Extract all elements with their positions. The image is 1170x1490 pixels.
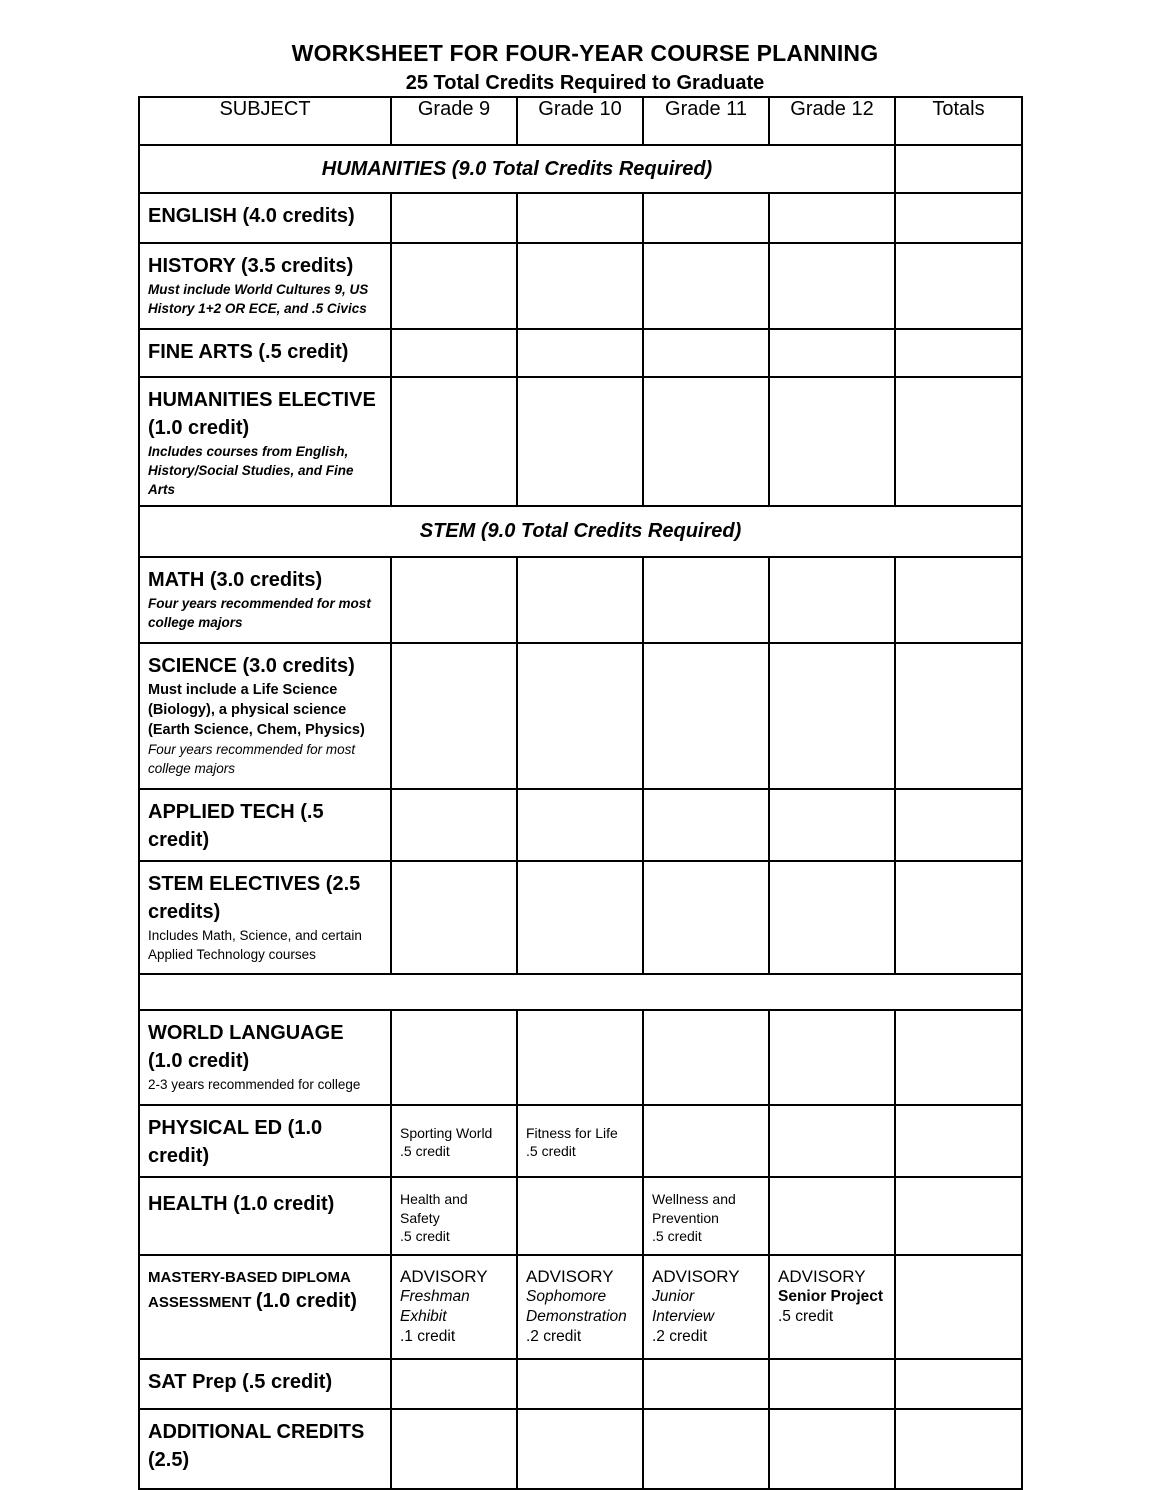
course-credit: .5 credit <box>526 1143 576 1159</box>
section-humanities-label: HUMANITIES (9.0 Total Credits Required) <box>139 145 895 193</box>
grade-11-cell[interactable] <box>643 1105 769 1177</box>
subject-name: MATH (3.0 credits) <box>148 569 323 591</box>
grade-11-cell[interactable] <box>643 329 769 377</box>
grade-11-cell[interactable] <box>643 643 769 789</box>
grade-12-cell[interactable] <box>769 861 895 974</box>
totals-cell[interactable] <box>895 329 1022 377</box>
totals-cell[interactable] <box>895 789 1022 861</box>
subject-cell <box>139 861 391 974</box>
subject-name: HEALTH (1.0 credit) <box>148 1193 335 1215</box>
grade-12-cell[interactable] <box>769 557 895 643</box>
grade-9-cell[interactable] <box>391 789 517 861</box>
totals-cell[interactable] <box>895 145 1022 193</box>
row-humanities-elective <box>139 377 1022 506</box>
grade-11-cell[interactable] <box>643 1359 769 1409</box>
row-world-language <box>139 1010 1022 1105</box>
subject-cell <box>139 1105 391 1177</box>
row-applied-tech <box>139 789 1022 861</box>
header-grade-11: Grade 11 <box>643 97 769 145</box>
subject-cell <box>139 557 391 643</box>
subject-name: ADDITIONAL CREDITS (2.5) <box>148 1421 365 1471</box>
page-subtitle: 25 Total Credits Required to Graduate <box>405 72 765 94</box>
grade-9-cell[interactable] <box>391 1177 517 1255</box>
subject-name: FINE ARTS (.5 credit) <box>148 341 349 363</box>
subject-name-part: ASSESSMENT <box>148 1294 252 1311</box>
section-humanities <box>139 145 1022 193</box>
course-planning-table <box>138 96 1023 1490</box>
subject-cell <box>139 193 391 243</box>
course-credit: .5 credit <box>400 1228 450 1244</box>
header-row <box>139 97 1022 145</box>
grade-10-cell[interactable] <box>517 1409 643 1489</box>
grade-10-cell[interactable] <box>517 861 643 974</box>
grade-10-cell[interactable] <box>517 1255 643 1359</box>
grade-10-cell[interactable] <box>517 193 643 243</box>
grade-12-cell[interactable] <box>769 1105 895 1177</box>
subject-cell <box>139 377 391 506</box>
grade-10-cell[interactable] <box>517 1177 643 1255</box>
grade-12-cell[interactable] <box>769 643 895 789</box>
page-title: WORKSHEET FOR FOUR-YEAR COURSE PLANNING <box>291 40 879 66</box>
grade-11-cell[interactable] <box>643 1010 769 1105</box>
subject-credit: (1.0 credit) <box>255 1290 357 1312</box>
totals-cell[interactable] <box>895 1010 1022 1105</box>
advisory-line: Demonstration <box>526 1308 627 1325</box>
advisory-line: Senior Project <box>778 1288 884 1305</box>
totals-cell[interactable] <box>895 1359 1022 1409</box>
advisory-credit: .1 credit <box>400 1328 456 1345</box>
advisory-credit: .2 credit <box>652 1328 708 1345</box>
totals-cell[interactable] <box>895 377 1022 506</box>
grade-11-cell[interactable] <box>643 243 769 329</box>
grade-9-cell[interactable] <box>391 377 517 506</box>
grade-9-cell[interactable] <box>391 1409 517 1489</box>
subject-cell <box>139 1010 391 1105</box>
header-grade-12: Grade 12 <box>769 97 895 145</box>
subject-cell <box>139 1359 391 1409</box>
grade-12-cell[interactable] <box>769 1010 895 1105</box>
grade-11-cell[interactable] <box>643 1177 769 1255</box>
totals-cell[interactable] <box>895 557 1022 643</box>
totals-cell[interactable] <box>895 1409 1022 1489</box>
grade-12-cell[interactable] <box>769 1255 895 1359</box>
subject-note: 2-3 years recommended for college <box>148 1077 361 1092</box>
subject-name: PHYSICAL ED (1.0 credit) <box>148 1117 323 1167</box>
grade-10-cell[interactable] <box>517 329 643 377</box>
subject-cell <box>139 789 391 861</box>
row-sat-prep <box>139 1359 1022 1409</box>
grade-11-cell[interactable] <box>643 789 769 861</box>
grade-9-cell[interactable] <box>391 557 517 643</box>
grade-10-cell[interactable] <box>517 557 643 643</box>
subject-cell <box>139 329 391 377</box>
row-math <box>139 557 1022 643</box>
subject-note: Must include World Cultures 9, US History 1+2 OR ECE, and .5 Civics <box>148 282 369 316</box>
row-mastery <box>139 1255 1022 1359</box>
grade-11-cell[interactable] <box>643 1409 769 1489</box>
course-name: Fitness for Life <box>526 1124 618 1141</box>
course-credit: .5 credit <box>652 1228 702 1244</box>
totals-cell[interactable] <box>895 1177 1022 1255</box>
subject-cell <box>139 243 391 329</box>
subject-name: WORLD LANGUAGE (1.0 credit) <box>148 1022 344 1072</box>
advisory-title: ADVISORY <box>778 1267 866 1286</box>
row-english <box>139 193 1022 243</box>
row-fine-arts <box>139 329 1022 377</box>
subject-name: SCIENCE (3.0 credits) <box>148 655 355 677</box>
advisory-line: Interview <box>652 1308 715 1325</box>
grade-9-cell[interactable] <box>391 329 517 377</box>
grade-10-cell[interactable] <box>517 1359 643 1409</box>
subject-note: Includes Math, Science, and certain Applied Technology courses <box>148 928 362 962</box>
row-history <box>139 243 1022 329</box>
row-science <box>139 643 1022 789</box>
course-name-line-1: Health and <box>400 1191 468 1207</box>
subject-name: SAT Prep (.5 credit) <box>148 1371 333 1393</box>
grade-10-cell[interactable] <box>517 1010 643 1105</box>
advisory-line: Junior <box>652 1288 695 1305</box>
grade-9-cell[interactable] <box>391 1010 517 1105</box>
subject-cell <box>139 1409 391 1489</box>
totals-cell[interactable] <box>895 643 1022 789</box>
grade-9-cell[interactable] <box>391 243 517 329</box>
course-name-line-2: Safety <box>400 1209 440 1226</box>
advisory-title: ADVISORY <box>652 1267 740 1286</box>
grade-9-cell[interactable] <box>391 1359 517 1409</box>
totals-cell[interactable] <box>895 1105 1022 1177</box>
grade-11-cell[interactable] <box>643 861 769 974</box>
course-name: Sporting World <box>400 1124 493 1141</box>
totals-cell[interactable] <box>895 1255 1022 1359</box>
course-name-line-1: Wellness and <box>652 1191 736 1207</box>
grade-12-cell[interactable] <box>769 1177 895 1255</box>
subject-note-requirement: Must include a Life Science (Biology), a physical science (Earth Science, Chem, Physics) <box>148 682 365 738</box>
subject-note: Four years recommended for most college majors <box>148 742 356 776</box>
grade-9-cell[interactable] <box>391 1255 517 1359</box>
grade-12-cell[interactable] <box>769 789 895 861</box>
advisory-credit: .5 credit <box>778 1308 834 1325</box>
row-additional-credits <box>139 1409 1022 1489</box>
course-credit: .5 credit <box>400 1143 450 1159</box>
header-totals: Totals <box>895 97 1022 145</box>
totals-cell[interactable] <box>895 193 1022 243</box>
totals-cell[interactable] <box>895 861 1022 974</box>
header-grade-10: Grade 10 <box>517 97 643 145</box>
totals-cell[interactable] <box>895 243 1022 329</box>
grade-11-cell[interactable] <box>643 557 769 643</box>
grade-12-cell[interactable] <box>769 193 895 243</box>
subject-name: APPLIED TECH (.5 credit) <box>148 801 324 851</box>
grade-9-cell[interactable] <box>391 643 517 789</box>
grade-12-cell[interactable] <box>769 377 895 506</box>
grade-9-cell[interactable] <box>391 861 517 974</box>
subject-note: Includes courses from English, History/Social Studies, and Fine Arts <box>148 444 354 497</box>
grade-10-cell[interactable] <box>517 1105 643 1177</box>
subject-cell <box>139 1177 391 1255</box>
advisory-line: Freshman <box>400 1288 470 1305</box>
course-name-line-2: Prevention <box>652 1209 719 1226</box>
header-subject: SUBJECT <box>139 97 391 145</box>
subject-name: MASTERY-BASED DIPLOMA <box>148 1269 351 1286</box>
grade-10-cell[interactable] <box>517 643 643 789</box>
grade-10-cell[interactable] <box>517 243 643 329</box>
grade-11-cell[interactable] <box>643 1255 769 1359</box>
subject-name: HISTORY (3.5 credits) <box>148 255 354 277</box>
row-physical-ed <box>139 1105 1022 1177</box>
grade-12-cell[interactable] <box>769 1359 895 1409</box>
advisory-line: Exhibit <box>400 1308 447 1325</box>
blank-row <box>139 974 1022 1010</box>
grade-12-cell[interactable] <box>769 1409 895 1489</box>
grade-11-cell[interactable] <box>643 193 769 243</box>
grade-10-cell[interactable] <box>517 377 643 506</box>
section-stem-label: STEM (9.0 Total Credits Required) <box>139 506 1022 557</box>
subject-note: Four years recommended for most college majors <box>148 596 371 630</box>
subject-name: HUMANITIES ELECTIVE (1.0 credit) <box>148 389 376 439</box>
row-stem-electives <box>139 861 1022 974</box>
grade-11-cell[interactable] <box>643 377 769 506</box>
advisory-title: ADVISORY <box>526 1267 614 1286</box>
grade-12-cell[interactable] <box>769 243 895 329</box>
subject-name: STEM ELECTIVES (2.5 credits) <box>148 873 361 923</box>
advisory-credit: .2 credit <box>526 1328 582 1345</box>
subject-cell <box>139 643 391 789</box>
grade-9-cell[interactable] <box>391 193 517 243</box>
grade-10-cell[interactable] <box>517 789 643 861</box>
advisory-line: Sophomore <box>526 1288 607 1305</box>
row-health <box>139 1177 1022 1255</box>
section-stem <box>139 506 1022 557</box>
grade-9-cell[interactable] <box>391 1105 517 1177</box>
grade-12-cell[interactable] <box>769 329 895 377</box>
subject-name: ENGLISH (4.0 credits) <box>148 205 355 227</box>
header-grade-9: Grade 9 <box>391 97 517 145</box>
row-spacer <box>139 974 1022 1010</box>
subject-cell <box>139 1255 391 1359</box>
advisory-title: ADVISORY <box>400 1267 488 1286</box>
